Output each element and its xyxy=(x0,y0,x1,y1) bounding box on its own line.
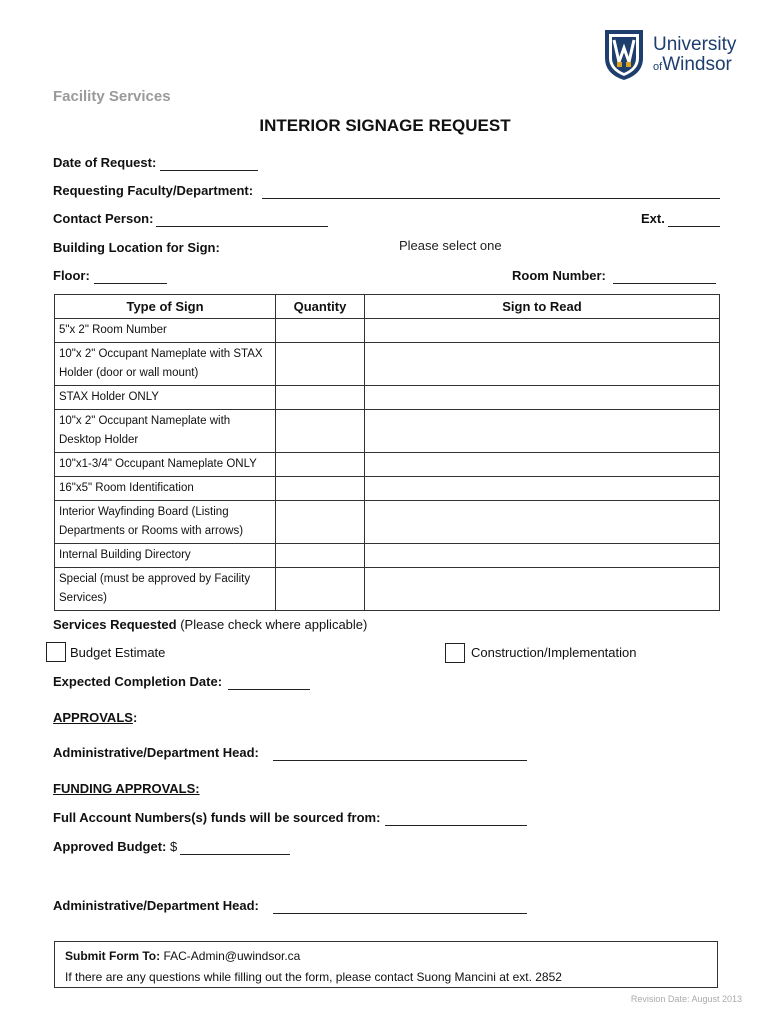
column-header-quantity: Quantity xyxy=(276,295,365,319)
quantity-cell[interactable] xyxy=(276,453,365,477)
quantity-cell[interactable] xyxy=(276,501,365,544)
services-requested xyxy=(53,617,367,632)
admin-head-field[interactable] xyxy=(273,746,527,761)
quantity-cell[interactable] xyxy=(276,568,365,611)
approved-budget-field[interactable] xyxy=(180,840,290,855)
logo-windsor-text: ofWindsor xyxy=(653,54,732,75)
ext-field[interactable] xyxy=(668,212,720,227)
room-number-label: Room Number: xyxy=(512,268,606,283)
sign-type-cell: STAX Holder ONLY xyxy=(55,386,276,410)
quantity-cell[interactable] xyxy=(276,343,365,386)
budget-estimate-label: Budget Estimate xyxy=(70,645,166,660)
ext-label: Ext. xyxy=(641,211,665,226)
logo-university-text: University xyxy=(653,34,737,55)
revision-date: Revision Date: August 2013 xyxy=(630,994,742,1004)
sign-to-read-cell[interactable] xyxy=(365,319,720,343)
sign-type-cell: 5"x 2" Room Number xyxy=(55,319,276,343)
funding-admin-head-field[interactable] xyxy=(273,899,527,914)
sign-to-read-cell[interactable] xyxy=(365,544,720,568)
approvals-heading: APPROVALS: xyxy=(53,710,138,725)
expected-completion-field[interactable] xyxy=(228,675,310,690)
services-note: (Please check where applicable) xyxy=(180,617,368,632)
table-header-row xyxy=(55,295,720,319)
sign-to-read-cell[interactable] xyxy=(365,343,720,386)
department-heading: Facility Services xyxy=(53,88,171,105)
sign-to-read-cell[interactable] xyxy=(365,501,720,544)
form-title: INTERIOR SIGNAGE REQUEST xyxy=(259,116,511,135)
shield-icon xyxy=(603,28,645,82)
signage-table xyxy=(54,294,720,611)
quantity-cell[interactable] xyxy=(276,386,365,410)
funding-approvals-heading: FUNDING APPROVALS: xyxy=(53,781,200,796)
requesting-faculty-label: Requesting Faculty/Department: xyxy=(53,183,254,198)
construction-checkbox[interactable] xyxy=(445,643,465,663)
quantity-cell[interactable] xyxy=(276,410,365,453)
contact-person-field[interactable] xyxy=(156,212,328,227)
sign-type-cell: 10"x 2" Occupant Nameplate with STAX Holder (door or wall mount) xyxy=(55,343,276,386)
sign-to-read-cell[interactable] xyxy=(365,410,720,453)
building-location-label: Building Location for Sign: xyxy=(53,240,220,255)
quantity-cell[interactable] xyxy=(276,544,365,568)
column-header-sign-to-read: Sign to Read xyxy=(365,295,720,319)
submit-email-link[interactable]: FAC-Admin@uwindsor.ca xyxy=(163,949,301,963)
table-row xyxy=(55,568,720,611)
submit-form-to xyxy=(65,949,300,963)
date-of-request-field[interactable] xyxy=(160,156,258,171)
room-number-field[interactable] xyxy=(613,269,716,284)
sign-to-read-cell[interactable] xyxy=(365,386,720,410)
floor-field[interactable] xyxy=(94,269,167,284)
sign-type-cell: Special (must be approved by Facility Services) xyxy=(55,568,276,611)
university-logo xyxy=(603,28,743,82)
sign-to-read-cell[interactable] xyxy=(365,477,720,501)
construction-label: Construction/Implementation xyxy=(471,645,637,660)
quantity-cell[interactable] xyxy=(276,319,365,343)
table-row xyxy=(55,501,720,544)
sign-type-cell: 16"x5" Room Identification xyxy=(55,477,276,501)
contact-person-label: Contact Person: xyxy=(53,211,154,226)
budget-estimate-checkbox[interactable] xyxy=(46,642,66,662)
sign-type-cell: 10"x1-3/4" Occupant Nameplate ONLY xyxy=(55,453,276,477)
sign-type-cell: Internal Building Directory xyxy=(55,544,276,568)
table-row xyxy=(55,343,720,386)
approved-budget-label: Approved Budget: $ xyxy=(53,839,178,854)
sign-type-cell: Interior Wayfinding Board (Listing Departments or Rooms with arrows) xyxy=(55,501,276,544)
building-location-select[interactable]: Please select one xyxy=(399,238,502,253)
submit-label: Submit Form To: xyxy=(65,949,161,963)
table-row xyxy=(55,544,720,568)
table-row xyxy=(55,453,720,477)
submit-info-box xyxy=(54,941,718,988)
sign-to-read-cell[interactable] xyxy=(365,568,720,611)
table-row xyxy=(55,319,720,343)
sign-to-read-cell[interactable] xyxy=(365,453,720,477)
services-heading: Services Requested xyxy=(53,617,177,632)
admin-head-label: Administrative/Department Head: xyxy=(53,745,259,760)
date-of-request-label: Date of Request: xyxy=(53,155,157,170)
column-header-type: Type of Sign xyxy=(55,295,276,319)
account-numbers-label: Full Account Numbers(s) funds will be sourced from: xyxy=(53,810,381,825)
account-numbers-field[interactable] xyxy=(385,811,527,826)
table-row xyxy=(55,477,720,501)
table-row xyxy=(55,410,720,453)
table-row xyxy=(55,386,720,410)
requesting-faculty-field[interactable] xyxy=(262,184,720,199)
sign-type-cell: 10"x 2" Occupant Nameplate with Desktop Holder xyxy=(55,410,276,453)
floor-label: Floor: xyxy=(53,268,90,283)
funding-admin-head-label: Administrative/Department Head: xyxy=(53,898,259,913)
expected-completion-label: Expected Completion Date: xyxy=(53,674,223,689)
questions-note: If there are any questions while filling out the form, please contact Suong Mancini at ext. 2852 xyxy=(65,970,562,984)
quantity-cell[interactable] xyxy=(276,477,365,501)
